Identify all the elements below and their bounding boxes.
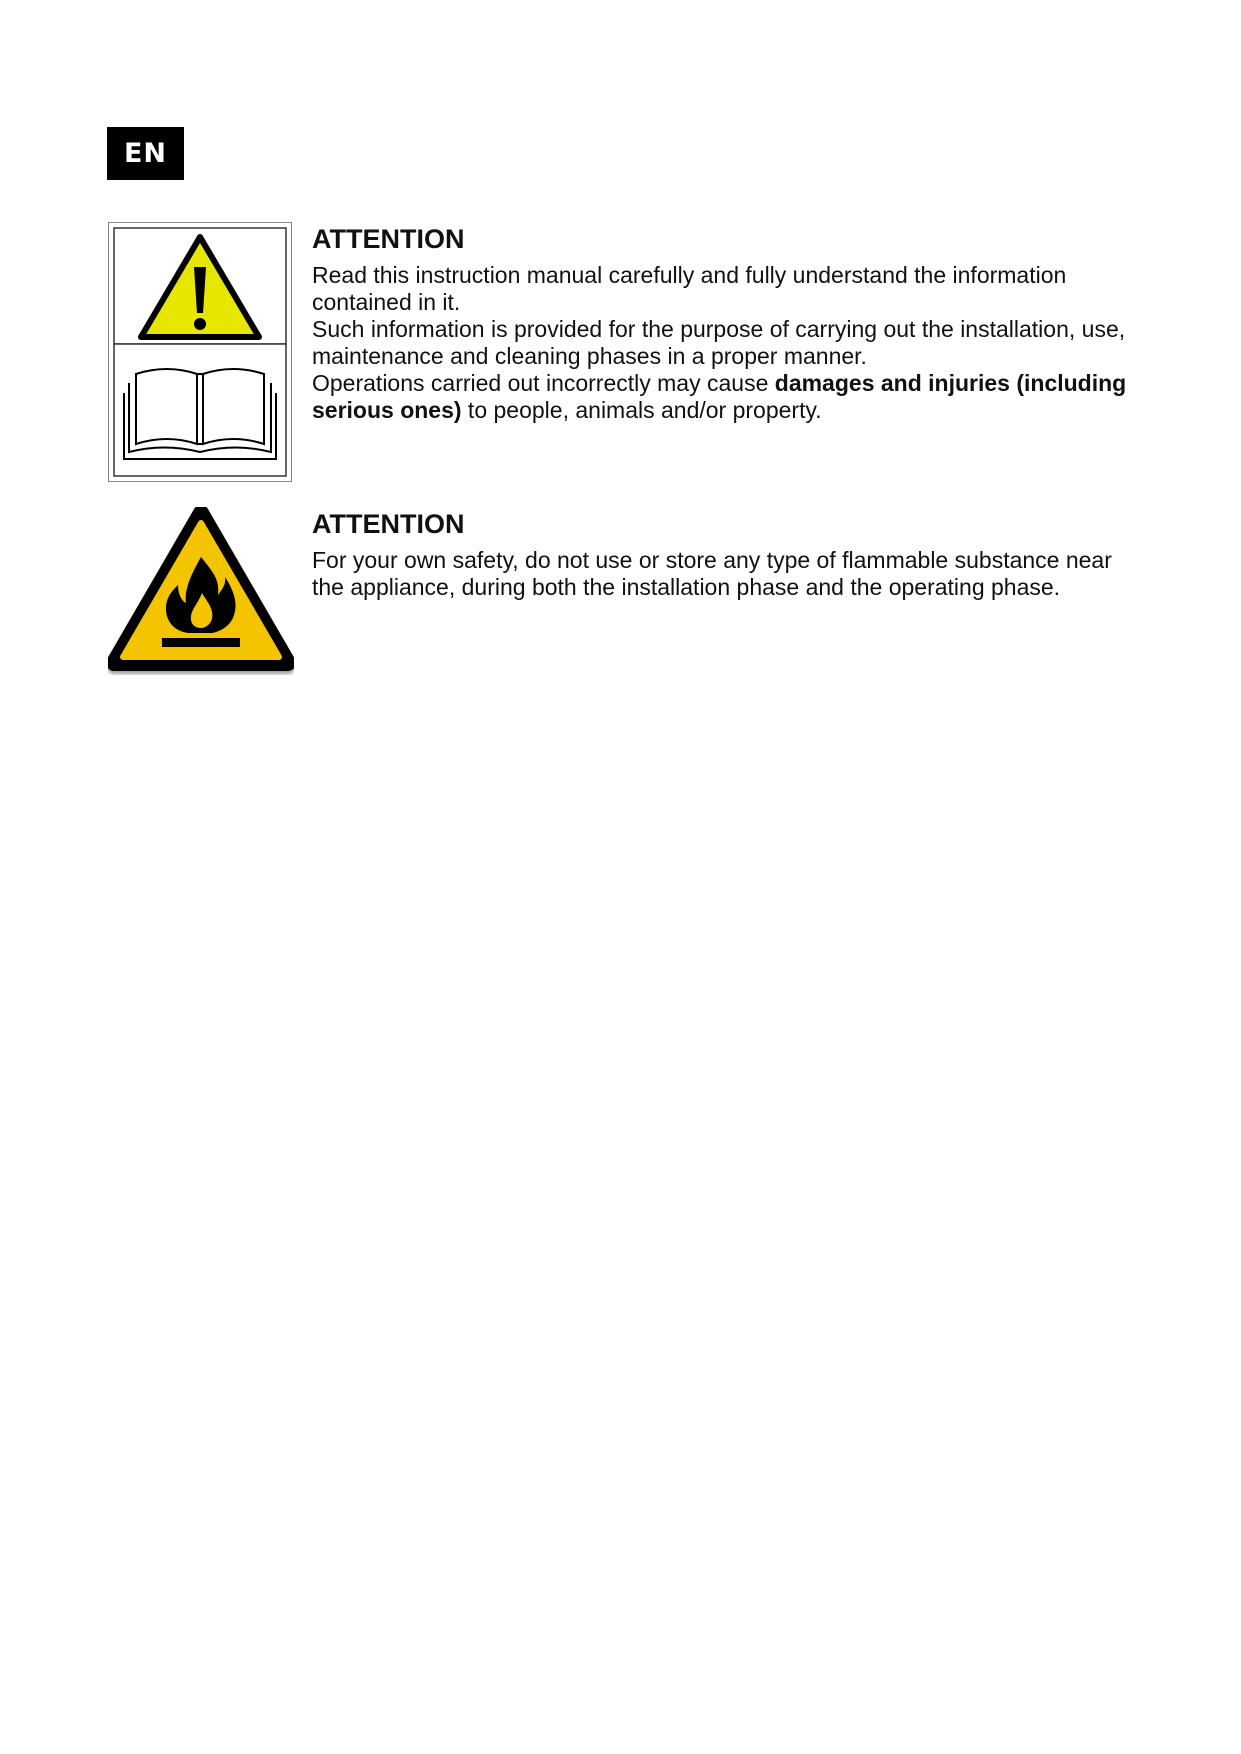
attention-heading: ATTENTION — [312, 509, 465, 539]
language-badge: EN — [107, 127, 184, 180]
read-manual-warning-icon — [108, 222, 292, 482]
attention-section-manual — [312, 222, 1142, 424]
paragraph-warning: Operations carried out incorrectly may cause damages and injuries (including serious ones) to people, animals and/or property. — [312, 370, 1127, 423]
paragraph-flammable: For your own safety, do not use or store any type of flammable substance near the appliance, during both the installation phase and the operating phase. — [312, 547, 1112, 600]
paragraph-purpose: Such information is provided for the purpose of carrying out the installation, use, maintenance and cleaning phases in a proper manner. — [312, 316, 1126, 369]
flammable-warning-icon — [108, 507, 294, 675]
attention-heading: ATTENTION — [312, 224, 465, 254]
attention-section-flammable — [312, 507, 1142, 601]
warning-emphasis: damages and injuries (including serious ones) — [312, 370, 1127, 423]
paragraph-read-manual: Read this instruction manual carefully and fully understand the information contained in it. — [312, 262, 1067, 315]
